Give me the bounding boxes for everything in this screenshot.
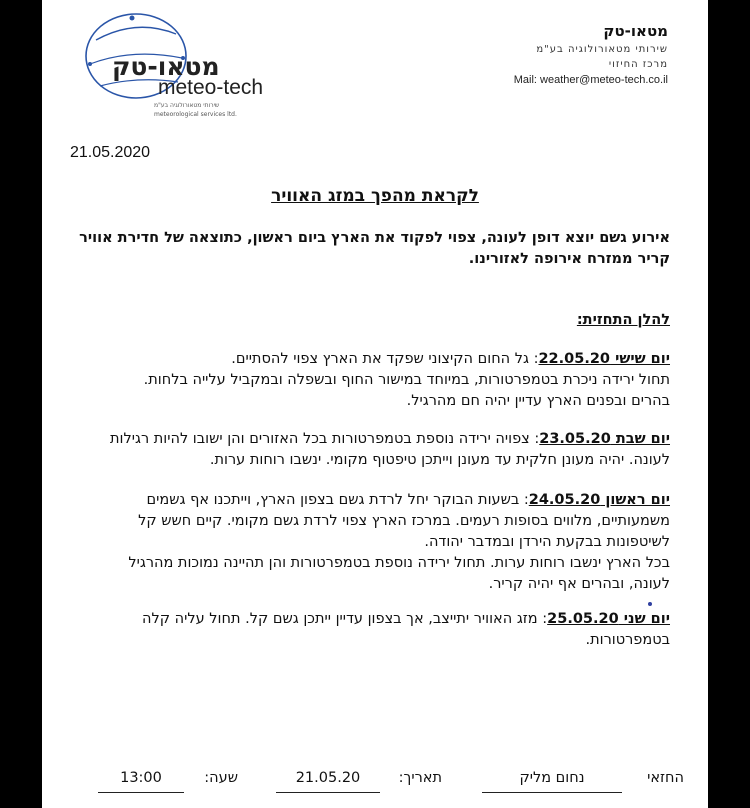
forecast-day-text: משמעותיים, מלווים בסופות רעמים. במרכז הארץ צפוי לרדת גשם מקומי. קיים חשש קל (138, 513, 670, 529)
forecast-day-text: בטמפרטורות. (585, 632, 670, 648)
forecast-day-text: לעונה, ובהרים אף יהיה קריר. (488, 576, 670, 592)
company-description: שירותי מטאורולוגיה בע"מ (536, 44, 668, 55)
forecast-day-label: יום שני 25.05.20 (547, 611, 670, 627)
forecast-day-label: יום שבת 23.05.20 (539, 431, 670, 447)
forecast-day-text: לשיטפונות בבקעת הירדן ובמדבר יהודה. (424, 534, 670, 550)
company-email: Mail: weather@meteo-tech.co.il (513, 74, 668, 86)
forecast-day (74, 609, 670, 651)
company-logo (82, 12, 272, 118)
stray-mark (648, 602, 652, 606)
intro-paragraph: אירוע גשם יוצא דופן לעונה, צפוי לפקוד את הארץ ביום ראשון, כתוצאה של חדירת אוויר קריר ממזרח אירופה לאזורינו. (79, 230, 670, 267)
forecaster-label: החזאי (647, 770, 684, 786)
forecast-day-text: : מזג האוויר יתייצב, אך בצפון עדיין ייתכן גשם קל. תחול עליה קלה (142, 611, 548, 627)
signature-time: 13:00 (98, 770, 184, 793)
forecast-day (74, 429, 670, 471)
forecast-day-text: בהרים ובפנים הארץ עדיין יהיה חם מהרגיל. (406, 393, 670, 409)
signature-footer (42, 762, 708, 802)
forecast-day-label: יום שישי 22.05.20 (538, 351, 670, 367)
signature-date: 21.05.20 (276, 770, 380, 793)
document-title: לקראת מהפך במזג האוויר (271, 186, 479, 206)
forecast-day-text: : בשעות הבוקר יחל לרדת גשם בצפון הארץ, וייתכנו אף גשמים (146, 492, 529, 508)
logo-subtitle-latin: meteorological services ltd. (154, 111, 237, 118)
document-date: 21.05.2020 (70, 144, 151, 161)
document-page (42, 0, 708, 808)
logo-latin-text: meteo-tech (158, 76, 264, 99)
forecast-day (74, 349, 670, 412)
company-department: מרכז החיזוי (608, 59, 668, 70)
forecast-day-text: לעונה. יהיה מעונן חלקית עד מעונן וייתכן טיפטוף מקומי. ינשבו רוחות ערות. (209, 452, 670, 468)
forecast-day-text: בכל הארץ ינשבו רוחות ערות. תחול ירידה נוספת בטמפרטורות והן תהיינה נמוכות מהרגיל (128, 555, 670, 571)
forecast-day-label: יום ראשון 24.05.20 (528, 492, 670, 508)
forecast-day-text: : צפויה ירידה נוספת בטמפרטורות בכל האזורים והן ישובו להיות רגילות (110, 431, 540, 447)
forecast-day-text: : גל החום הקיצוני שפקד את הארץ צפוי להסתיים. (231, 351, 539, 367)
forecast-day (74, 490, 670, 595)
forecast-heading: להלן התחזית: (576, 312, 670, 328)
company-header (514, 22, 668, 86)
date-label: תאריך: (398, 770, 442, 786)
logo-hebrew-text: מטאו-טק (112, 52, 220, 81)
company-name: מטאו-טק (603, 22, 668, 40)
forecaster-name: נחום מליק (482, 770, 622, 793)
forecast-day-text: תחול ירידה ניכרת בטמפרטורות, במיוחד במישור החוף ובשפלה ובמקביל עלייה בלחות. (143, 372, 670, 388)
time-label: שעה: (204, 770, 238, 786)
logo-subtitle-hebrew: שירותי מטאורולוגיה בע"מ (154, 102, 220, 109)
